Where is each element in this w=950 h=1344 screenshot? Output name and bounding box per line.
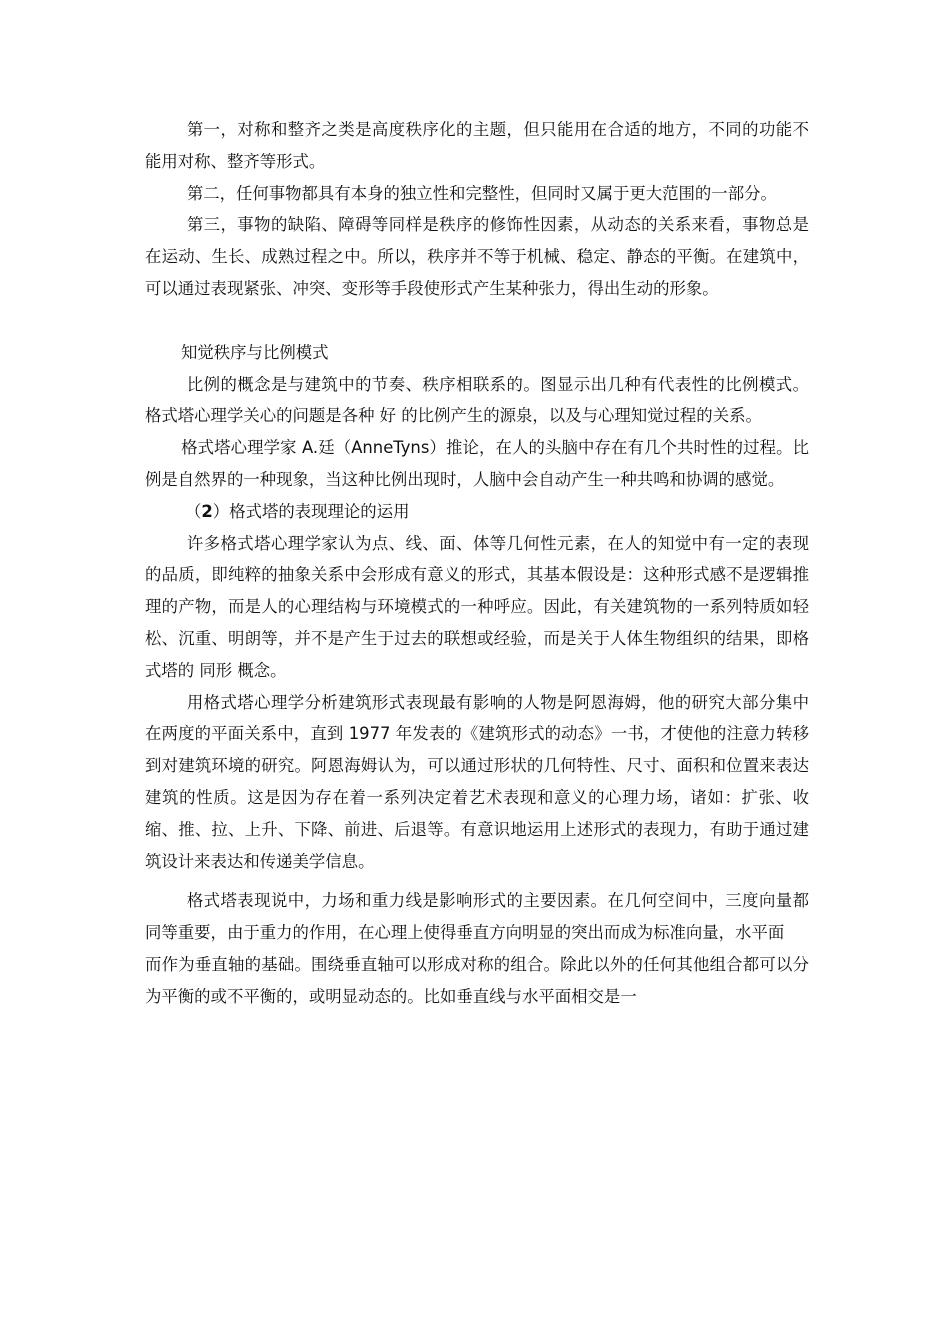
sub-heading-text: ）格式塔的表现理论的运用 bbox=[212, 501, 410, 521]
sub-heading-open-paren: （ bbox=[185, 501, 202, 521]
paragraph-spacer bbox=[145, 877, 809, 885]
paragraph-second-principle: 第二，任何事物都具有本身的独立性和完整性，但同时又属于更大范围的一部分。 bbox=[186, 183, 777, 203]
section-spacer bbox=[145, 305, 809, 337]
paragraph-proportion: 比例的概念是与建筑中的节奏、秩序相联系的。图显示出几种有代表性的比例模式。格式塔心理学关心的问题是各种 好 的比例产生的源泉，以及与心理知觉过程的关系。 bbox=[145, 374, 809, 426]
document-page bbox=[145, 114, 809, 1013]
paragraph-geometric-elements: 许多格式塔心理学家认为点、线、面、体等几何性元素，在人的知觉中有一定的表现的品质，即纯粹的抽象关系中会形成有意义的形式，其基本假设是：这种形式感不是逻辑推理的产物，而是人的心理结构与环境模式的一种呼应。因此，有关建筑物的一系列特质如轻松、沉重、明朗等，并不是产生于过去的联想或经验，而是关于人体生物组织的结果，即格式塔的 同形 概念。 bbox=[145, 533, 809, 680]
sub-heading-expression-theory bbox=[145, 496, 809, 528]
paragraph-arnheim: 用格式塔心理学分析建筑形式表现最有影响的人物是阿恩海姆，他的研究大部分集中在两度的平面关系中，直到 1977 年发表的《建筑形式的动态》一书，才使他的注意力转移到对建筑环境的研究。阿恩海姆认为，可以通过形状的几何特性、尺寸、面积和位置来表达建筑的性质。这是因为存在着一系列决定着艺术表现和意义的心理力场，诸如：扩张、收缩、推、拉、上升、下降、前进、后退等。有意识地运用上述形式的表现力，有助于通过建筑设计来表达和传递美学信息。 bbox=[145, 692, 809, 871]
sub-heading-number: 2 bbox=[201, 501, 213, 521]
paragraph-vertical-axis: 而作为垂直轴的基础。围绕垂直轴可以形成对称的组合。除此以外的任何其他组合都可以分为平衡的或不平衡的，或明显动态的。比如垂直线与水平面相交是一 bbox=[145, 954, 809, 1006]
paragraph-third-principle: 第三，事物的缺陷、障碍等同样是秩序的修饰性因素，从动态的关系来看，事物总是在运动、生长、成熟过程之中。所以，秩序并不等于机械、稳定、静态的平衡。在建筑中，可以通过表现紧张、冲突、变形等手段使形式产生某种张力，得出生动的形象。 bbox=[145, 215, 809, 298]
paragraph-first-principle: 第一，对称和整齐之类是高度秩序化的主题，但只能用在合适的地方，不同的功能不能用对称、整齐等形式。 bbox=[145, 120, 809, 171]
paragraph-anne-tyns: 格式塔心理学家 A.廷（AnneTyns）推论，在人的头脑中存在有几个共时性的过程。比例是自然界的一种现象，当这种比例出现时，人脑中会自动产生一种共鸣和协调的感觉。 bbox=[145, 438, 809, 489]
paragraph-force-field: 格式塔表现说中，力场和重力线是影响形式的主要因素。在几何空间中，三度向量都同等重要，由于重力的作用，在心理上使得垂直方向明显的突出而成为标准向量，水平面 bbox=[145, 891, 809, 943]
section-heading-perception: 知觉秩序与比例模式 bbox=[181, 342, 329, 362]
